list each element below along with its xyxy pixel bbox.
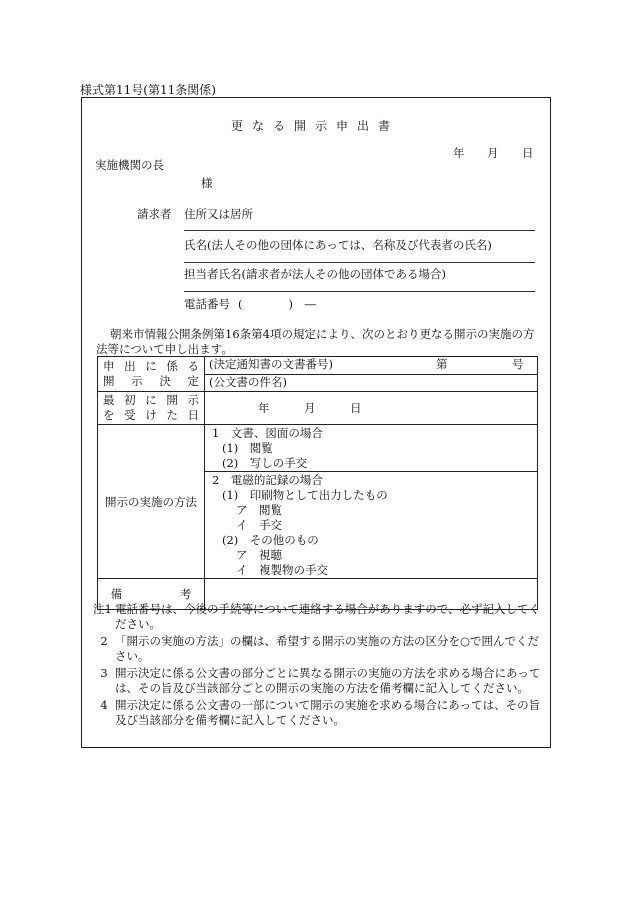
- date-year: 年: [453, 146, 465, 160]
- doc-number-cell[interactable]: [205, 357, 538, 375]
- method-elec-option[interactable]: ア 閲覧: [236, 503, 282, 517]
- table-row-method: [98, 425, 538, 472]
- decision-label-line: 申 出 に 係 る: [103, 359, 199, 373]
- note-text: 開示決定に係る公文書の部分ごとに異なる開示の実施の方法を求める場合にあっては、その旨及び当該部分ごとの開示の実施の方法を備考欄に記入してください。: [115, 666, 541, 695]
- method-elec-option[interactable]: ア 視聴: [236, 548, 282, 562]
- doc-number-label: (決定通知書の文書番号): [209, 357, 333, 371]
- form-number-label: 様式第11号(第11条関係): [80, 83, 216, 97]
- method-elec-heading: 2 電磁的記録の場合: [212, 473, 323, 487]
- method-label: 開示の実施の方法: [105, 494, 197, 509]
- first-disclosure-label-cell: [98, 392, 205, 425]
- name-underline: [184, 262, 535, 263]
- name-label: 氏名(法人その他の団体にあっては、名称及び代表者の氏名): [184, 238, 492, 252]
- method-label-cell: [98, 425, 205, 579]
- note-number: 注1: [93, 602, 112, 616]
- date-month: 月: [487, 146, 499, 160]
- contact-underline: [184, 291, 535, 292]
- first-disclosure-label-line: を 受 け た 日: [103, 408, 199, 422]
- intro-line-1: 朝来市情報公開条例第16条第4項の規定により、次のとおり更なる開示の実施の方: [110, 327, 535, 341]
- method-elec-option[interactable]: イ 手交: [236, 518, 282, 532]
- note-number: 3: [100, 666, 108, 680]
- first-disclosure-label-line: 最 初 に 開 示: [103, 393, 199, 407]
- note-text: 「開示の実施の方法」の欄は、希望する開示の実施の方法の区分を○で囲んでください。: [115, 634, 540, 663]
- addressee-org: 実施機関の長: [95, 158, 164, 172]
- date-day: 日: [522, 146, 534, 160]
- decision-label-cell: [98, 357, 205, 392]
- remarks-label: 備 考: [110, 587, 192, 601]
- phone-format: ( ) ―: [238, 297, 316, 311]
- doc-name-cell[interactable]: [205, 374, 538, 392]
- decision-label-line: 開 示 決 定: [103, 374, 199, 388]
- method-elec-sub: (2) その他のもの: [222, 533, 319, 547]
- doc-name-label: (公文書の件名): [209, 374, 287, 389]
- address-label: 住所又は居所: [184, 207, 253, 221]
- method-elec-option[interactable]: イ 複製物の手交: [236, 563, 328, 577]
- note-number: 2: [100, 634, 108, 648]
- note-item: [93, 698, 543, 728]
- requester-label: 請求者: [137, 207, 172, 221]
- first-disclosure-date-cell[interactable]: [205, 392, 538, 425]
- doc-number-dai: 第: [436, 357, 448, 371]
- method-electronic-cell[interactable]: [205, 472, 538, 579]
- first-disclosure-date: 年 月 日: [258, 400, 362, 415]
- phone-label: 電話番号: [184, 297, 230, 311]
- note-item: [93, 634, 543, 664]
- note-text: 開示決定に係る公文書の一部について開示の実施を求める場合にあっては、その旨及び当該部分を備考欄に記入してください。: [115, 698, 541, 727]
- addressee-honorific: 様: [201, 176, 213, 190]
- note-item: [93, 666, 543, 696]
- note-text: 電話番号は、今後の手続等について連絡する場合がありますので、必ず記入してください。: [115, 602, 541, 631]
- address-underline: [184, 230, 535, 231]
- note-number: 4: [100, 698, 108, 712]
- request-table: [97, 356, 538, 610]
- table-row-first-disclosure: [98, 392, 538, 425]
- table-row-decision: [98, 357, 538, 375]
- method-doc-option[interactable]: (1) 閲覧: [222, 441, 273, 455]
- method-document-cell[interactable]: [205, 425, 538, 472]
- doc-number-go: 号: [512, 357, 524, 371]
- contact-label: 担当者氏名(請求者が法人その他の団体である場合): [184, 267, 446, 281]
- intro-line-2: 法等について申し出ます。: [96, 342, 233, 356]
- form-title: 更なる開示申出書: [230, 119, 399, 133]
- method-doc-option[interactable]: (2) 写しの手交: [222, 456, 308, 470]
- note-item: [93, 602, 543, 632]
- method-elec-sub: (1) 印刷物として出力したもの: [222, 488, 388, 502]
- notes-section: [93, 602, 543, 728]
- method-doc-heading: 1 文書、図面の場合: [212, 426, 323, 440]
